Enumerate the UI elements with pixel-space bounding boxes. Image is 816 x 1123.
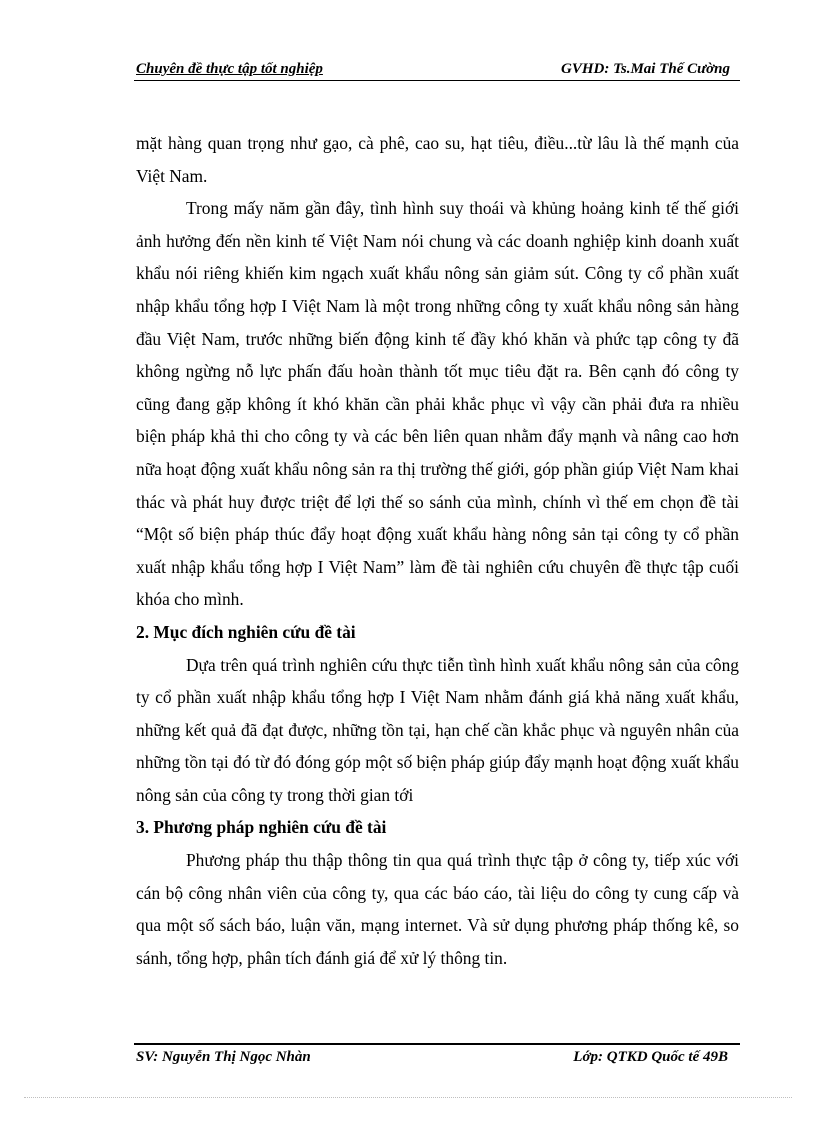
section-heading-purpose: 2. Mục đích nghiên cứu đề tài: [136, 621, 356, 642]
page-footer: [134, 1043, 740, 1065]
page-header: [134, 58, 740, 81]
header-supervisor: GVHD: Ts.Mai Thế Cường: [560, 61, 730, 77]
paragraph-method: Phương pháp thu thập thông tin qua quá trình thực tập ở công ty, tiếp xúc với cán bộ công nhân viên của công ty, qua các báo cáo, tài liệu do công ty cung cấp và qua một số sách báo, luận văn, mạng internet. Và sử dụng phương pháp thống kê, so sánh, tổng hợp, phân tích đánh giá để xử lý thông tin.: [136, 850, 739, 968]
header-document-title: Chuyên đề thực tập tốt nghiệp: [136, 61, 323, 77]
footer-class: Lớp: QTKD Quốc tế 49B: [573, 1049, 728, 1065]
document-body: [136, 127, 739, 974]
paragraph-continuation: mặt hàng quan trọng như gạo, cà phê, cao su, hạt tiêu, điều...từ lâu là thế mạnh của Việt Nam.: [136, 133, 739, 186]
page-boundary-divider: [24, 1097, 792, 1098]
paragraph-rationale: Trong mấy năm gần đây, tình hình suy thoái và khủng hoảng kinh tế thế giới ảnh hưởng đến nền kinh tế Việt Nam nói chung và các doanh nghiệp kinh doanh xuất khẩu nói riêng khiến kim ngạch xuất khẩu nông sản giảm sút. Công ty cổ phần xuất nhập khẩu tổng hợp I Việt Nam là một trong những công ty xuất khẩu nông sản hàng đầu Việt Nam, trước những biến động kinh tế đầy khó khăn và phức tạp công ty đã không ngừng nỗ lực phấn đấu hoàn thành tốt mục tiêu đặt ra. Bên cạnh đó công ty cũng đang gặp không ít khó khăn cần phải khắc phục vì vậy cần phải đưa ra nhiều biện pháp khả thi cho công ty và các bên liên quan nhằm đẩy mạnh và nâng cao hơn nữa hoạt động xuất khẩu nông sản ra thị trường thế giới, góp phần giúp Việt Nam khai thác và phát huy được triệt để lợi thế so sánh của mình, chính vì thế em chọn đề tài “Một số biện pháp thúc đẩy hoạt động xuất khẩu hàng nông sản tại công ty cổ phần xuất nhập khẩu tổng hợp I Việt Nam” làm đề tài nghiên cứu chuyên đề thực tập cuối khóa cho mình.: [136, 198, 739, 610]
paragraph-purpose: Dựa trên quá trình nghiên cứu thực tiễn tình hình xuất khẩu nông sản của công ty cổ phần xuất nhập khẩu tổng hợp I Việt Nam nhằm đánh giá khả năng xuất khẩu, những kết quả đã đạt được, những tồn tại, hạn chế cần khắc phục và nguyên nhân của những tồn tại đó từ đó đóng góp một số biện pháp giúp đẩy mạnh hoạt động xuất khẩu nông sản của công ty trong thời gian tới: [136, 654, 739, 805]
section-heading-method: 3. Phương pháp nghiên cứu đề tài: [136, 817, 387, 838]
footer-student-name: SV: Nguyễn Thị Ngọc Nhàn: [136, 1049, 311, 1065]
